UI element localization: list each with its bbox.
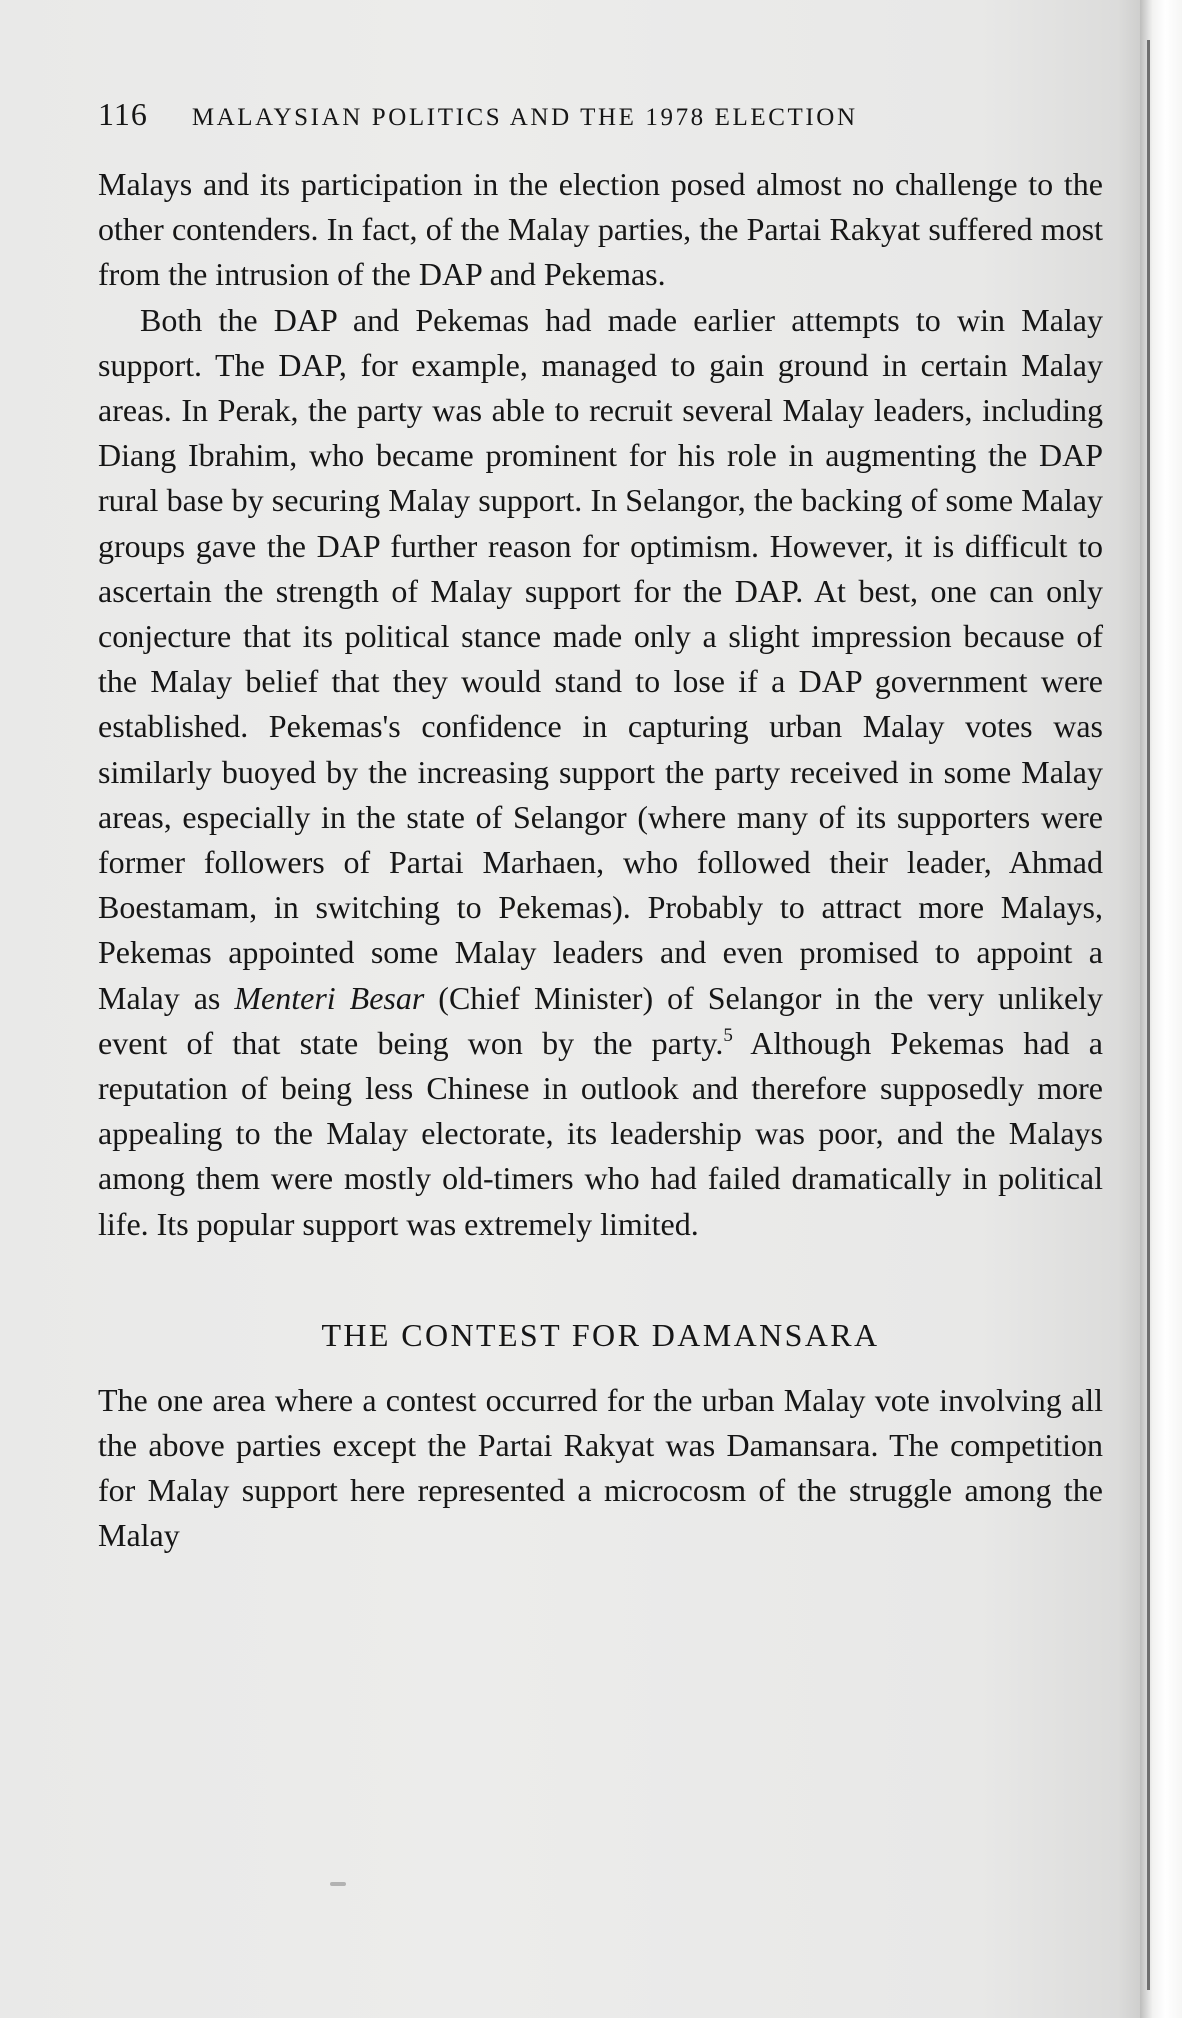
paragraph-2-end: Although Pekemas had a reputation of being less Chinese in outlook and therefore supposedly more appealing to the Malay electorate, its leadership was poor, and the Malays among them were mostly old-timers who had failed dramatically in political life. Its popular support was extremely limited. — [98, 1024, 1104, 1242]
section-heading: THE CONTEST FOR DAMANSARA — [321, 1316, 880, 1353]
section-paragraph: The one area where a contest occurred for the urban Malay vote involving all the above parties except the Partai Rakyat was Damansara. The competition for Malay support here represented a microcosm of the struggle among the Malay — [98, 1381, 1103, 1554]
spine-edge — [1147, 40, 1150, 1990]
paragraph-2-text: Both the DAP and Pekemas had made earlier attempts to win Malay support. The DAP, for example, managed to gain ground in certain Malay areas. In Perak, the party was able to recruit several Malay leaders, including Diang Ibrahim, who became prominent for his role in augmenting the DAP rural base by securing Malay support. In Selangor, the backing of some Malay groups gave the DAP further reason for optimism. However, it is difficult to ascertain the strength of Malay support for the DAP. At best, one can only conjecture that its political stance made only a slight impression because of the Malay belief that they would stand to lose if a DAP government were established. Pekemas's confidence in capturing urban Malay votes was similarly buoyed by the increasing support the party received in some Malay areas, especially in the state of Selangor (where many of its supporters were former followers of Partai Marhaen, who followed their leader, Ahmad Boestamam, in switching to Pekemas). Probably to attract more Malays, Pekemas appointed some Malay leaders and even promised to appoint a Malay as — [98, 301, 1103, 1016]
paragraph-1: Malays and its participation in the election posed almost no challenge to the other contenders. In fact, of the Malay parties, the Partai Rakyat suffered most from the intrusion of the DAP and Pekemas. — [98, 166, 1103, 293]
smudge-mark — [330, 1882, 346, 1886]
footnote-marker[interactable]: 5 — [723, 1024, 733, 1046]
running-title: MALAYSIAN POLITICS AND THE 1978 ELECTION — [191, 104, 858, 131]
running-header — [98, 96, 1103, 162]
paragraph-2-continued: (Chief Minister) of Selangor in the very unlikely event of that state being won by the party. — [98, 979, 1104, 1061]
page-content — [98, 96, 1103, 1559]
paragraph-2 — [98, 298, 1103, 1247]
page-number: 116 — [98, 96, 148, 132]
italic-term: Menteri Besar — [234, 979, 425, 1016]
